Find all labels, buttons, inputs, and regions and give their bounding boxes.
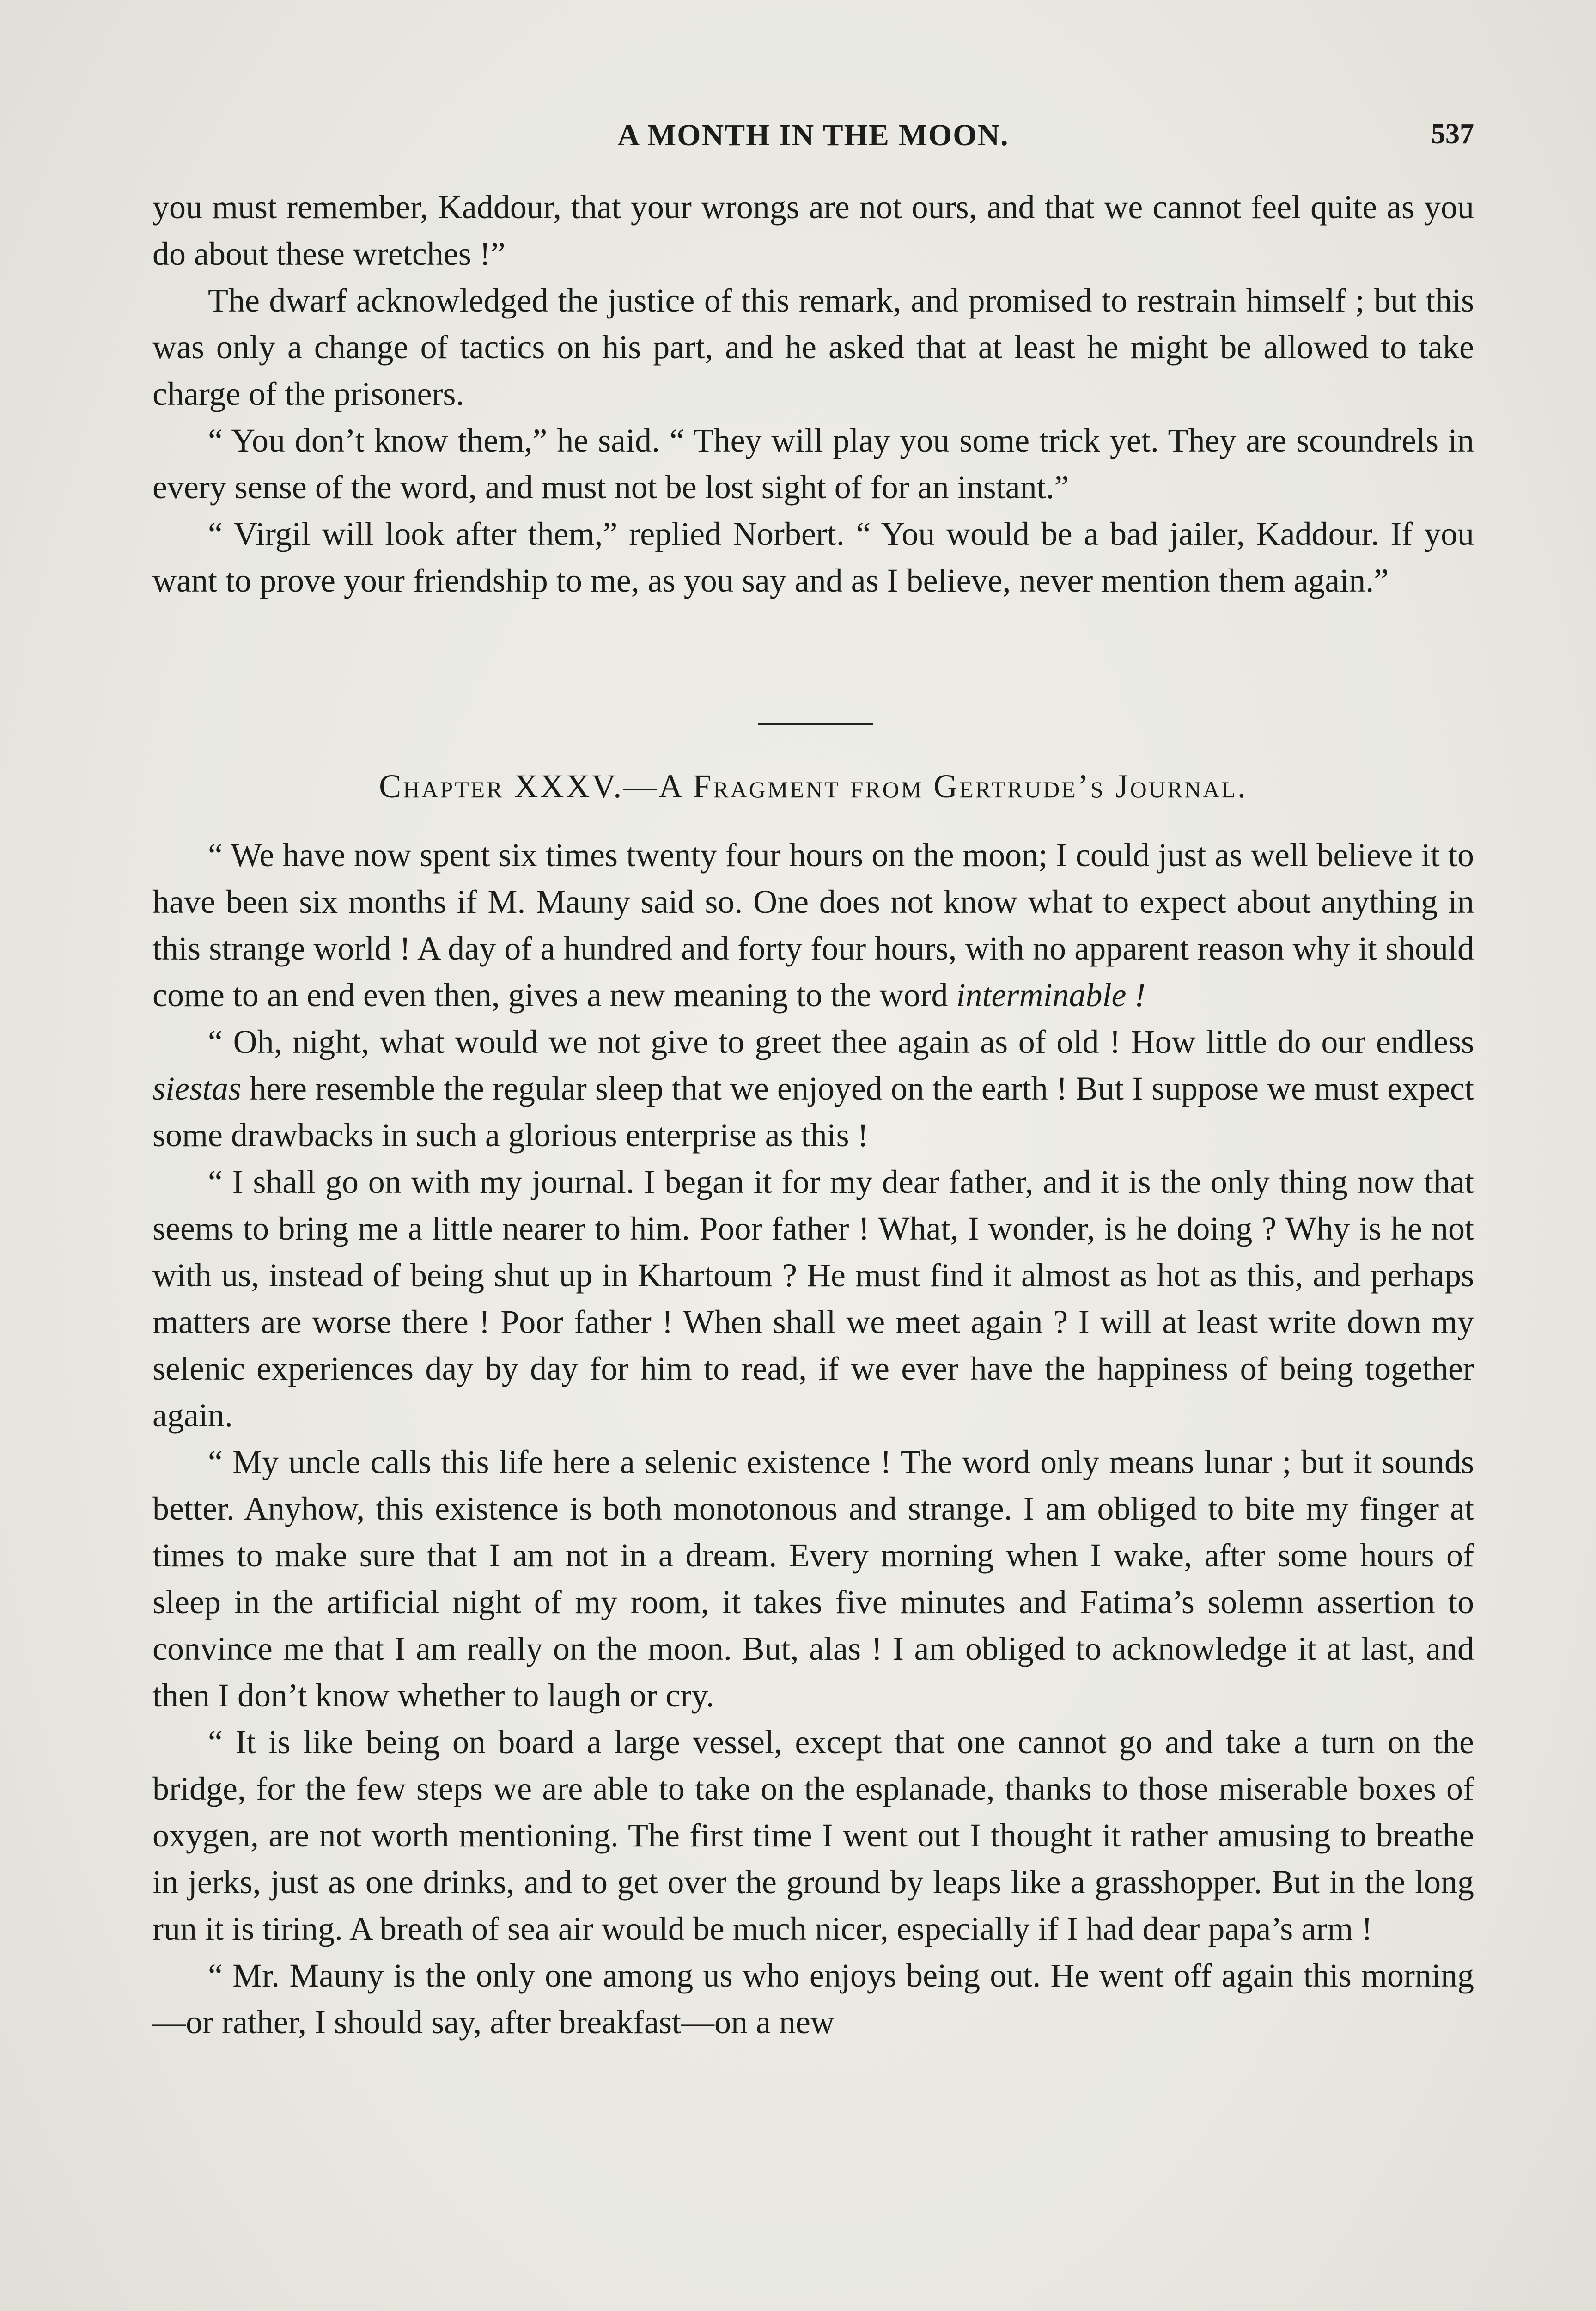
running-title: A MONTH IN THE MOON.: [617, 118, 1009, 152]
chapter-heading: Chapter XXXV.—A Fragment from Gertrude’s Journal.: [379, 768, 1248, 805]
page-number: 537: [1431, 118, 1474, 150]
italic-word: interminable !: [956, 977, 1146, 1014]
italic-word: siestas: [152, 1070, 242, 1107]
page-header: [152, 118, 1474, 164]
paragraph: “ Virgil will look after them,” replied Norbert. “ You would be a bad jailer, Kaddour. If you want to prove your friendship to me, as you say and as I believe, never mention them again.”: [152, 515, 1474, 599]
paragraph-text: “ We have now spent six times twenty four hours on the moon; I could just as well believe it to have been six months if M. Mauny said so. One does not know what to expect about anything in this strange world ! A day of a hundred and forty four hours, with no apparent reason why it should come to an end even then, gives a new meaning to the word: [152, 837, 1474, 1014]
text-block-chapter: [152, 832, 1474, 2046]
paragraph: “ It is like being on board a large vessel, except that one cannot go and take a turn on the bridge, for the few steps we are able to take on the esplanade, thanks to those miserable boxes of oxygen, are not worth mentioning. The first time I went out I thought it rather amusing to breathe in jerks, just as one drinks, and to get over the ground by leaps like a grasshopper. But in the long run it is tiring. A breath of sea air would be much nicer, especially if I had dear papa’s arm !: [152, 1724, 1474, 1947]
paragraph: “ My uncle calls this life here a selenic existence ! The word only means lunar ; but it sounds better. Anyhow, this existence is both monotonous and strange. I am obliged to bite my finger at times to make sure that I am not in a dream. Every morning when I wake, after some hours of sleep in the artificial night of my room, it takes five minutes and Fatima’s solemn assertion to convince me that I am really on the moon. But, alas ! I am obliged to acknowledge it at last, and then I don’t know whether to laugh or cry.: [152, 1443, 1474, 1714]
section-divider: [758, 723, 873, 725]
paragraph: “ You don’t know them,” he said. “ They will play you some trick yet. They are scoundrels in every sense of the word, and must not be lost sight of for an instant.”: [152, 422, 1474, 506]
paragraph: [152, 1019, 1474, 1159]
paragraph-text: “ Oh, night, what would we not give to greet thee again as of old ! How little do our endless: [208, 1023, 1474, 1060]
paragraph: “ I shall go on with my journal. I began it for my dear father, and it is the only thing now that seems to bring me a little nearer to him. Poor father ! What, I wonder, is he doing ? Why is he not with us, instead of being shut up in Khartoum ? He must find it almost as hot as this, and perhaps matters are worse there ! Poor father ! When shall we meet again ? I will at least write down my selenic experiences day by day for him to read, if we ever have the happiness of being together again.: [152, 1163, 1474, 1434]
paragraph: “ Mr. Mauny is the only one among us who enjoys being out. He went off again this morning—or rather, I should say, after breakfast—on a new: [152, 1957, 1474, 2041]
paragraph: you must remember, Kaddour, that your wrongs are not ours, and that we cannot feel quite as you do about these wretches !”: [152, 189, 1474, 272]
text-block-continuation: [152, 184, 1474, 604]
paragraph-text: here resemble the regular sleep that we enjoyed on the earth ! But I suppose we must expect some drawbacks in such a glorious enterprise as this !: [152, 1070, 1474, 1154]
paragraph: The dwarf acknowledged the justice of this remark, and promised to restrain himself ; but this was only a change of tactics on his part, and he asked that at least he might be allowed to take charge of the prisoners.: [152, 282, 1474, 412]
paragraph: [152, 832, 1474, 1019]
